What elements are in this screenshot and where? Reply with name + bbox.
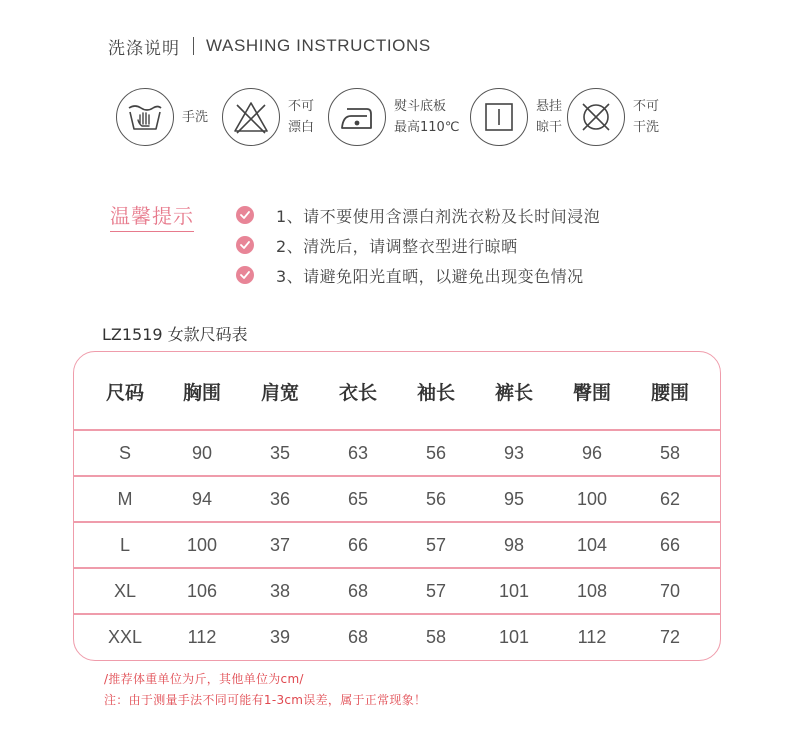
measurement-cell: 90 [191, 442, 213, 463]
measurement-cell: 39 [269, 626, 291, 647]
table-row [74, 614, 720, 660]
header-cell: 腰围 [650, 381, 689, 404]
measurement-cell: 65 [347, 488, 369, 509]
washing-title [108, 34, 431, 58]
check-icon [236, 236, 254, 254]
measurement-cell: 106 [186, 580, 218, 601]
measurement-cell: 101 [498, 580, 530, 601]
header-cell: 袖长 [416, 381, 455, 404]
measurement-cell: 57 [425, 580, 447, 601]
measurement-cell: 100 [576, 488, 608, 509]
tip-text: 2、清洗后，请调整衣型进行晾晒 [276, 236, 518, 256]
washing-title-en: WASHING INSTRUCTIONS [206, 36, 431, 55]
size-label-cell: S [118, 442, 131, 463]
measurement-cell: 66 [347, 534, 369, 555]
table-row [74, 568, 720, 614]
hang-dry-icon [470, 88, 528, 146]
header-cell: 裤长 [494, 381, 533, 404]
header-cell: 尺码 [105, 381, 144, 404]
tips-list [236, 200, 600, 290]
size-label-cell: XXL [107, 626, 143, 647]
tip-text: 3、请避免阳光直晒，以避免出现变色情况 [276, 266, 584, 286]
size-table-header [74, 352, 720, 430]
measurement-cell: 101 [498, 626, 530, 647]
measurement-cell: 36 [269, 488, 291, 509]
measurement-cell: 35 [269, 442, 291, 463]
care-item-iron [328, 88, 459, 146]
measurement-error-note: 注：由于测量手法不同可能有1-3cm误差，属于正常现象！ [104, 693, 427, 707]
size-label-cell: M [117, 488, 133, 509]
measurement-cell: 66 [659, 534, 681, 555]
measurement-cell: 57 [425, 534, 447, 555]
header-cell: 衣长 [338, 381, 377, 404]
measurement-cell: 100 [186, 534, 218, 555]
care-label-no-bleach: 不可 漂白 [288, 99, 315, 135]
size-table-title: LZ1519 女款尺码表 [102, 325, 248, 344]
measurement-cell: 63 [347, 442, 369, 463]
measurement-cell: 93 [503, 442, 525, 463]
measurement-cell: 68 [347, 580, 369, 601]
washing-title-cn: 洗涤说明 [108, 38, 180, 59]
tip-text: 1、请不要使用含漂白剂洗衣粉及长时间浸泡 [276, 206, 601, 226]
measurement-cell: 112 [577, 626, 607, 647]
size-label-cell: L [119, 534, 130, 555]
table-row [74, 430, 720, 476]
care-label-iron: 熨斗底板 最高110℃ [394, 99, 460, 135]
tip-item [236, 230, 600, 260]
measurement-cell: 56 [425, 442, 447, 463]
measurement-cell: 96 [581, 442, 603, 463]
table-row [74, 476, 720, 522]
care-item-no-dry-clean [567, 88, 659, 146]
hand-wash-icon [116, 88, 174, 146]
tips-title: 温馨提示 [110, 200, 194, 232]
header-cell: 臀围 [572, 381, 611, 404]
check-icon [236, 266, 254, 284]
measurement-cell: 108 [576, 580, 608, 601]
measurement-cell: 38 [269, 580, 291, 601]
measurement-cell: 70 [659, 580, 681, 601]
care-label-hang-dry: 悬挂 晾干 [536, 99, 563, 135]
measurement-cell: 58 [425, 626, 447, 647]
care-label-no-dry-clean: 不可 干洗 [633, 99, 660, 135]
measurement-cell: 98 [503, 534, 525, 555]
tip-item [236, 200, 600, 230]
care-item-hand-wash [116, 88, 208, 146]
weight-unit-note: /推荐体重单位为斤，其他单位为cm/ [104, 672, 304, 686]
measurement-cell: 68 [347, 626, 369, 647]
no-bleach-icon [222, 88, 280, 146]
care-label-hand-wash: 手洗 [182, 109, 209, 125]
iron-icon [328, 88, 386, 146]
care-item-no-bleach [222, 88, 314, 146]
table-row [74, 522, 720, 568]
header-cell: 肩宽 [260, 381, 299, 404]
measurement-cell: 94 [191, 488, 213, 509]
title-divider [193, 37, 194, 55]
no-dry-clean-icon [567, 88, 625, 146]
measurement-cell: 95 [503, 488, 525, 509]
measurement-cell: 62 [659, 488, 681, 509]
measurement-cell: 56 [425, 488, 447, 509]
measurement-cell: 72 [659, 626, 681, 647]
tip-item [236, 260, 600, 290]
size-label-cell: XL [113, 580, 137, 601]
measurement-cell: 37 [269, 534, 291, 555]
size-table [73, 351, 721, 661]
measurement-cell: 58 [659, 442, 681, 463]
measurement-cell: 104 [576, 534, 608, 555]
check-icon [236, 206, 254, 224]
header-cell: 胸围 [182, 381, 221, 404]
care-item-hang-dry [470, 88, 562, 146]
measurement-cell: 112 [187, 626, 217, 647]
